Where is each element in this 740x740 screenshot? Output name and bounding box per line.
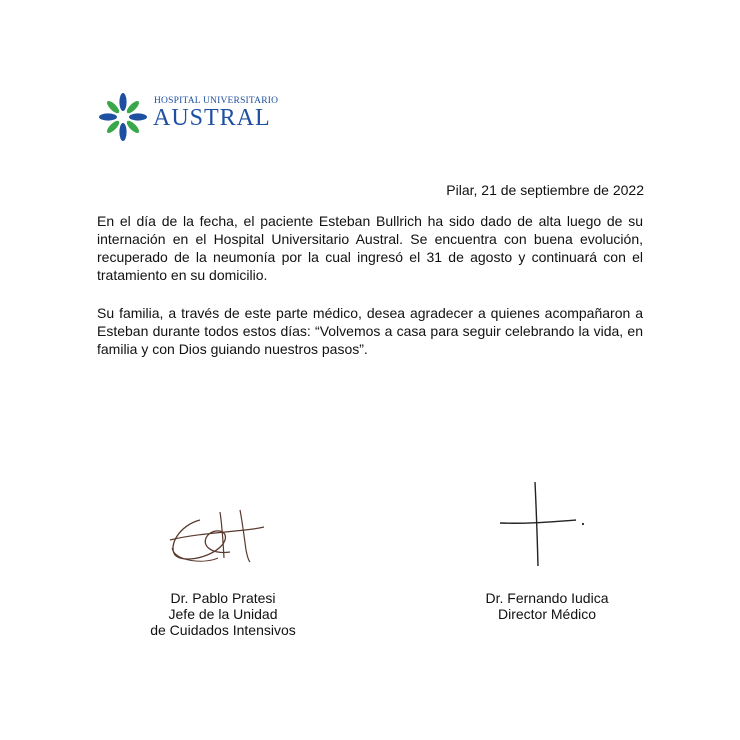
- signature-iudica: [490, 478, 590, 578]
- signatory-title: Director Médico: [497, 606, 597, 622]
- paragraph-1: En el día de la fecha, el paciente Esteban Bullrich ha sido dado de alta luego de su internación en el Hospital Universitario Austral. Se encuentra con buena evolución, recuperado de la neumonía por la cual ingresó el 31 de agosto y continuará con el tratamiento en su domicilio.: [97, 213, 643, 283]
- hospital-logo: [96, 90, 279, 146]
- signatory-pratesi: [138, 590, 308, 638]
- paragraph-2: Su familia, a través de este parte médico, desea agradecer a quienes acompañaron a Esteban durante todos estos días: “Volvemos a casa para seguir celebrando la vida, en familia y con Dios guiando nuestros pasos”.: [97, 305, 643, 357]
- signatory-title: de Cuidados Intensivos: [150, 622, 296, 638]
- letter-body: [97, 212, 643, 378]
- signature-pratesi: [160, 500, 270, 570]
- signatory-title: Jefe de la Unidad: [168, 606, 278, 622]
- logo-subtitle: HOSPITAL UNIVERSITARIO: [154, 96, 279, 106]
- flower-logo-icon: [96, 90, 150, 144]
- logo-title: AUSTRAL: [153, 105, 271, 131]
- signatory-name: Dr. Pablo Pratesi: [170, 590, 276, 606]
- place-date: Pilar, 21 de septiembre de 2022: [446, 182, 644, 198]
- signatory-name: Dr. Fernando Iudica: [485, 590, 609, 606]
- signatory-iudica: [462, 590, 632, 622]
